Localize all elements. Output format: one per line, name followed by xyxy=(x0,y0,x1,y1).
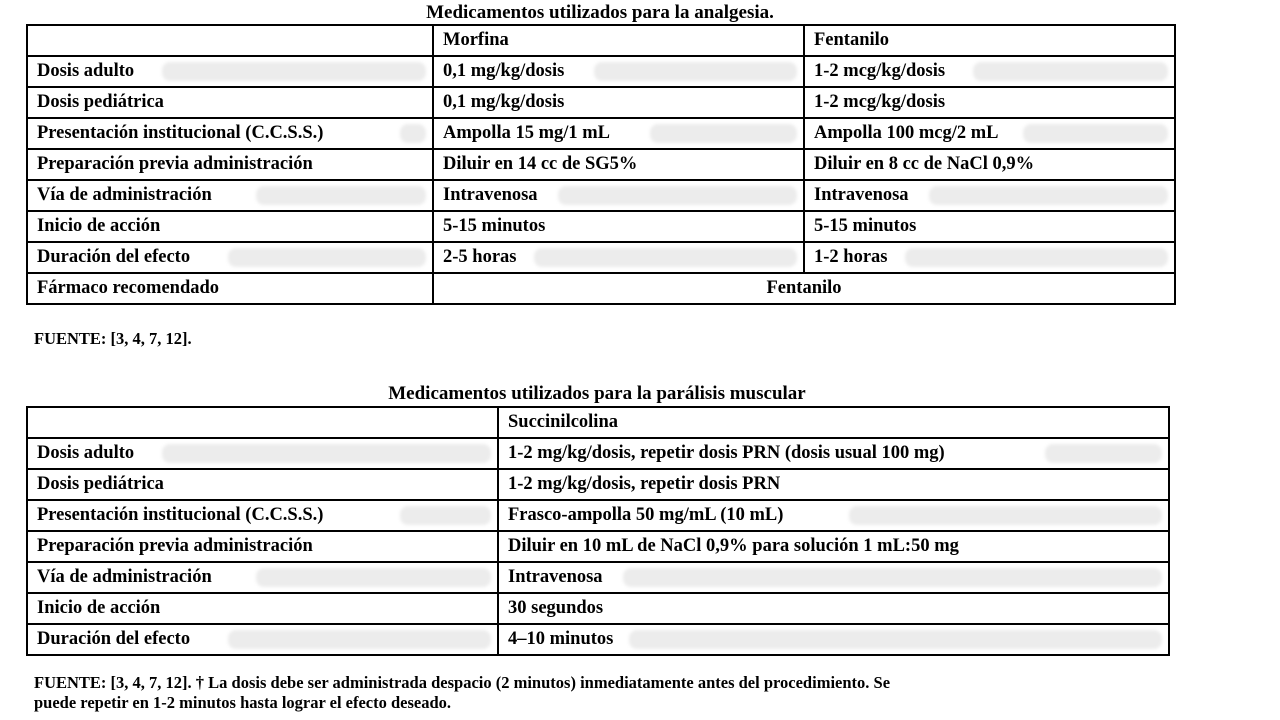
row-label: Presentación institucional (C.C.S.S.) xyxy=(27,500,498,531)
paralysis-header-row xyxy=(27,407,1169,438)
table-row xyxy=(27,149,1175,180)
table-cell: Ampolla 15 mg/1 mL xyxy=(433,118,804,149)
table-cell: 1-2 mg/kg/dosis, repetir dosis PRN xyxy=(498,469,1169,500)
table-row xyxy=(27,180,1175,211)
table-row xyxy=(27,500,1169,531)
analgesia-table xyxy=(26,24,1176,305)
paralysis-source-line-1: FUENTE: [3, 4, 7, 12]. † La dosis debe ser administrada despacio (2 minutos) inmediatamente antes del procedimiento. Se xyxy=(34,673,891,692)
row-label: Dosis pediátrica xyxy=(27,469,498,500)
table-cell: 1-2 mcg/kg/dosis xyxy=(804,87,1175,118)
table-row xyxy=(27,624,1169,655)
table-row xyxy=(27,242,1175,273)
row-label: Inicio de acción xyxy=(27,593,498,624)
analgesia-header-fentanilo: Fentanilo xyxy=(804,25,1175,56)
row-label: Dosis adulto xyxy=(27,438,498,469)
recommended-label: Fármaco recomendado xyxy=(27,273,433,304)
table-row xyxy=(27,593,1169,624)
table-cell: 2-5 horas xyxy=(433,242,804,273)
row-label: Preparación previa administración xyxy=(27,531,498,562)
row-label: Dosis adulto xyxy=(27,56,433,87)
row-label: Presentación institucional (C.C.S.S.) xyxy=(27,118,433,149)
table-row xyxy=(27,531,1169,562)
table-cell: Ampolla 100 mcg/2 mL xyxy=(804,118,1175,149)
table-cell: Diluir en 8 cc de NaCl 0,9% xyxy=(804,149,1175,180)
table-cell: Diluir en 14 cc de SG5% xyxy=(433,149,804,180)
table-cell: Frasco-ampolla 50 mg/mL (10 mL) xyxy=(498,500,1169,531)
table-cell: 1-2 mg/kg/dosis, repetir dosis PRN (dosis usual 100 mg) xyxy=(498,438,1169,469)
table-cell: 1-2 mcg/kg/dosis xyxy=(804,56,1175,87)
row-label: Preparación previa administración xyxy=(27,149,433,180)
table-cell: 4–10 minutos xyxy=(498,624,1169,655)
table-cell: Intravenosa xyxy=(804,180,1175,211)
analgesia-source: FUENTE: [3, 4, 7, 12]. xyxy=(34,329,192,348)
paralysis-source-line-2: puede repetir en 1-2 minutos hasta lograr el efecto deseado. xyxy=(34,693,452,712)
table-row xyxy=(27,562,1169,593)
recommended-row xyxy=(27,273,1175,304)
row-label: Duración del efecto xyxy=(27,242,433,273)
analgesia-header-blank xyxy=(27,25,433,56)
table-row xyxy=(27,56,1175,87)
table-cell: 1-2 horas xyxy=(804,242,1175,273)
table-cell: Intravenosa xyxy=(433,180,804,211)
table-cell: Diluir en 10 mL de NaCl 0,9% para solución 1 mL:50 mg xyxy=(498,531,1169,562)
row-label: Vía de administración xyxy=(27,562,498,593)
table-cell: 30 segundos xyxy=(498,593,1169,624)
table-row xyxy=(27,438,1169,469)
table-row xyxy=(27,118,1175,149)
table-row xyxy=(27,211,1175,242)
paralysis-table xyxy=(26,406,1170,656)
analgesia-table-title: Medicamentos utilizados para la analgesia. xyxy=(426,2,774,23)
row-label: Dosis pediátrica xyxy=(27,87,433,118)
table-cell: Intravenosa xyxy=(498,562,1169,593)
table-cell: 0,1 mg/kg/dosis xyxy=(433,56,804,87)
table-cell: 5-15 minutos xyxy=(804,211,1175,242)
row-label: Duración del efecto xyxy=(27,624,498,655)
analgesia-header-morfina: Morfina xyxy=(433,25,804,56)
recommended-value: Fentanilo xyxy=(433,273,1175,304)
row-label: Vía de administración xyxy=(27,180,433,211)
row-label: Inicio de acción xyxy=(27,211,433,242)
paralysis-header-blank xyxy=(27,407,498,438)
table-cell: 5-15 minutos xyxy=(433,211,804,242)
table-row xyxy=(27,87,1175,118)
table-row xyxy=(27,469,1169,500)
paralysis-table-title: Medicamentos utilizados para la parálisis muscular xyxy=(388,383,806,404)
table-cell: 0,1 mg/kg/dosis xyxy=(433,87,804,118)
paralysis-header-succinilcolina: Succinilcolina xyxy=(498,407,1169,438)
analgesia-header-row xyxy=(27,25,1175,56)
